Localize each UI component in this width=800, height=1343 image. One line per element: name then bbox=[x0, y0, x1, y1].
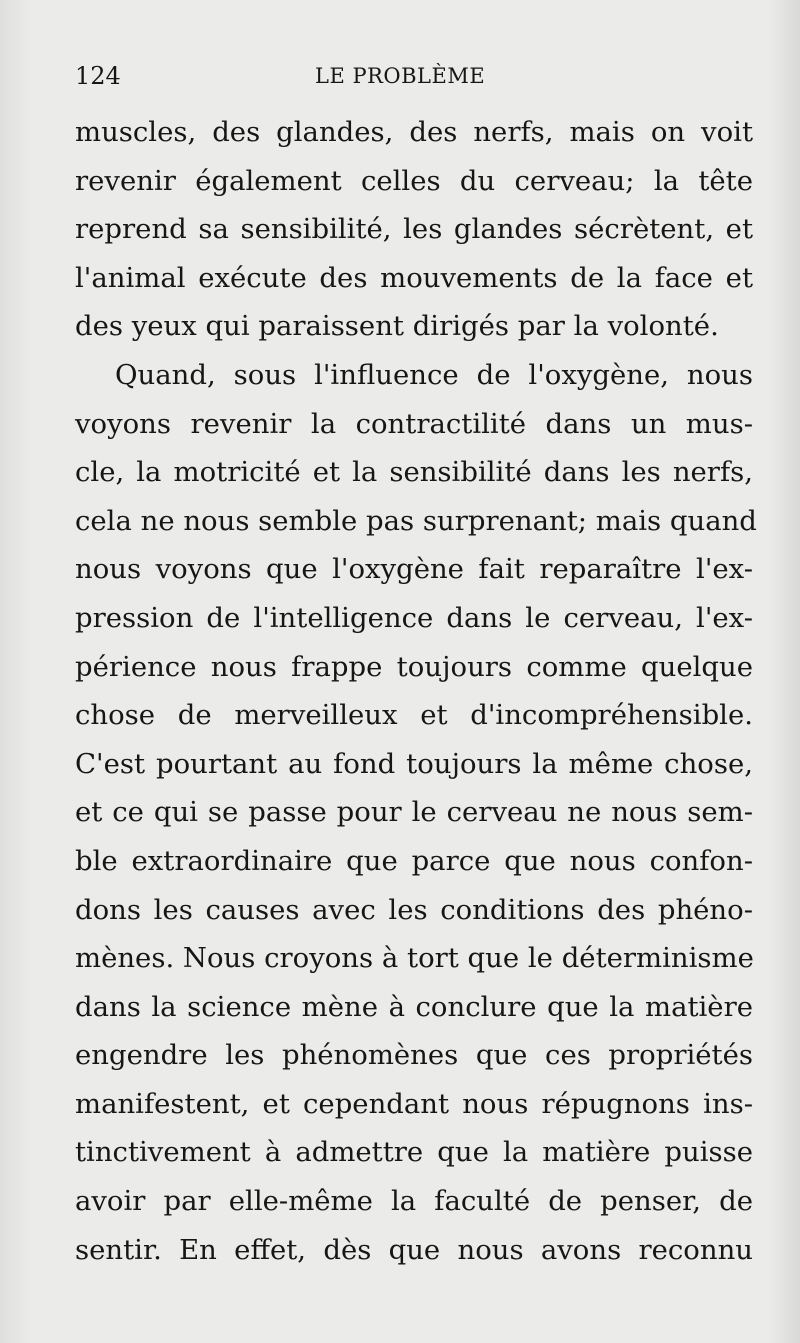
text-line: chose de merveilleux et d'incompréhensible. bbox=[75, 699, 753, 732]
text-line: dans la science mène à conclure que la matière bbox=[75, 990, 753, 1023]
text-line: voyons revenir la contractilité dans un mus- bbox=[75, 407, 753, 440]
text-line: l'animal exécute des mouvements de la face et bbox=[75, 261, 753, 294]
text-line: Quand, sous l'influence de l'oxygène, nous bbox=[115, 358, 753, 391]
text-line: revenir également celles du cerveau; la tête bbox=[75, 164, 753, 197]
text-line: engendre les phénomènes que ces propriétés bbox=[75, 1039, 753, 1072]
text-line: avoir par elle-même la faculté de penser, de bbox=[75, 1185, 753, 1218]
text-line: C'est pourtant au fond toujours la même chose, bbox=[75, 747, 753, 780]
page-header bbox=[75, 58, 747, 94]
text-line: reprend sa sensibilité, les glandes sécrètent, et bbox=[75, 213, 753, 246]
text-line: cela ne nous semble pas surprenant; mais quand bbox=[75, 504, 757, 537]
text-line: dons les causes avec les conditions des phéno- bbox=[75, 893, 753, 926]
text-line: cle, la motricité et la sensibilité dans les nerfs, bbox=[75, 456, 753, 489]
text-line: ble extraordinaire que parce que nous confon- bbox=[75, 844, 753, 877]
text-line: pression de l'intelligence dans le cerveau, l'ex- bbox=[75, 601, 753, 634]
text-line: nous voyons que l'oxygène fait reparaître l'ex- bbox=[75, 553, 753, 586]
text-line: mènes. Nous croyons à tort que le déterminisme bbox=[75, 942, 754, 975]
running-head: LE PROBLÈME bbox=[315, 64, 486, 88]
text-line: muscles, des glandes, des nerfs, mais on voit bbox=[75, 116, 753, 148]
text-line: et ce qui se passe pour le cerveau ne nous sem- bbox=[75, 796, 753, 829]
text-line: des yeux qui paraissent dirigés par la volonté. bbox=[75, 310, 719, 343]
text-line: sentir. En effet, dès que nous avons reconnu bbox=[75, 1233, 753, 1266]
text-line: périence nous frappe toujours comme quelque bbox=[75, 650, 753, 683]
text-line: manifestent, et cependant nous répugnons ins- bbox=[75, 1087, 753, 1120]
body-text bbox=[75, 108, 757, 1274]
page-number: 124 bbox=[75, 62, 121, 90]
text-line: tinctivement à admettre que la matière puisse bbox=[75, 1136, 753, 1169]
